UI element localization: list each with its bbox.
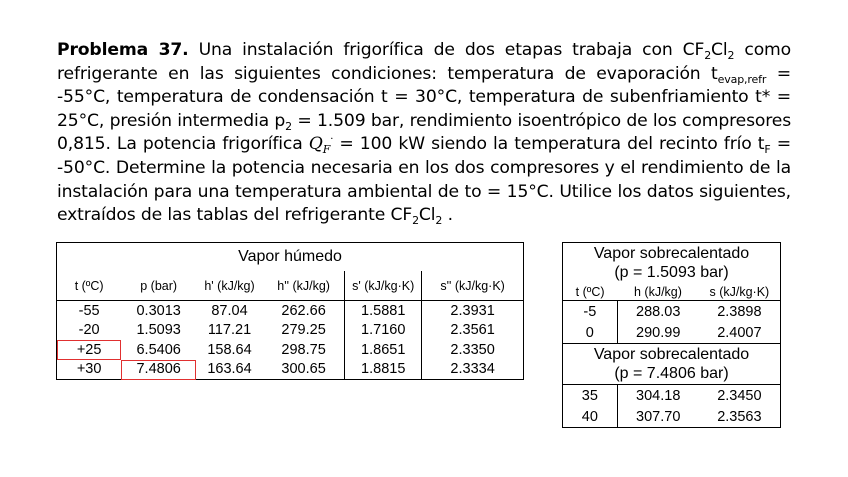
cell-s1: 1.8651 bbox=[345, 340, 422, 360]
table-row bbox=[563, 385, 781, 407]
table-row bbox=[563, 406, 781, 428]
col-header-h1: h' (kJ/kg) bbox=[196, 271, 263, 301]
cell-s: 2.3450 bbox=[717, 387, 762, 404]
table-row bbox=[57, 321, 524, 341]
cell-t: 35 bbox=[563, 385, 618, 407]
cell-s2: 2.3350 bbox=[450, 341, 495, 358]
problem-text: como refrigerante en las siguientes condiciones: temperatura de evaporación t bbox=[57, 40, 792, 84]
cell-p: 1.5093 bbox=[136, 322, 181, 339]
problem-text: = 100 kW siendo la temperatura del recinto frío t bbox=[333, 134, 765, 155]
problem-text: . bbox=[442, 205, 453, 226]
col-header-s2: s'' (kJ/kg·K) bbox=[422, 271, 524, 301]
cell-t: 40 bbox=[563, 406, 618, 428]
table-row bbox=[57, 340, 524, 360]
col-header-p: p (bar) bbox=[121, 271, 196, 301]
cell-s1: 1.7160 bbox=[345, 321, 422, 341]
cooling-power-symbol: $Q_F^\cdot$ bbox=[308, 134, 334, 157]
col-header-s: s (kJ/kg·K) bbox=[699, 283, 781, 301]
cell-h2: 279.25 bbox=[263, 321, 345, 341]
cell-h: 307.70 bbox=[636, 408, 681, 425]
problem-text: = 1.509 bar, rendimiento isoentrópico de los compresores 0,815. La potencia frigorífica bbox=[57, 110, 792, 155]
col-header-t: t (ºC) bbox=[563, 283, 618, 301]
cell-p: 0.3013 bbox=[136, 302, 181, 319]
cell-h1: 163.64 bbox=[207, 361, 252, 378]
cell-h2: 300.65 bbox=[263, 360, 345, 380]
cell-s: 2.3563 bbox=[717, 408, 762, 425]
col-header-h: h (kJ/kg) bbox=[617, 283, 699, 301]
problem-text: Cl bbox=[418, 205, 436, 226]
cell-t: -55 bbox=[78, 302, 100, 319]
col-header-h2: h'' (kJ/kg) bbox=[263, 271, 345, 301]
cell-s2: 2.3334 bbox=[450, 361, 495, 378]
cell-s2: 2.3931 bbox=[450, 302, 495, 319]
cell-h: 290.99 bbox=[636, 324, 681, 341]
superheated-title-2: Vapor sobrecalentado (p = 7.4806 bar) bbox=[563, 344, 781, 385]
cell-t-highlighted: +25 bbox=[57, 340, 122, 360]
subscript: F bbox=[764, 143, 771, 157]
cell-s1: 1.8815 bbox=[345, 360, 422, 380]
subscript: 2 bbox=[435, 214, 443, 228]
cell-t: 0 bbox=[563, 322, 618, 344]
cell-h1: 87.04 bbox=[211, 302, 248, 319]
problem-statement bbox=[57, 39, 791, 228]
problem-text: = -50°C. Determine la potencia necesaria en los dos compresores y el rendimiento de la instalación para una temperatura ambiental de to = 15°C. Utilice los datos siguientes, extraídos de las tablas del refrigerante CF bbox=[57, 134, 791, 226]
col-header-s1: s' (kJ/kg·K) bbox=[345, 271, 422, 301]
cell-p: 6.5406 bbox=[136, 341, 181, 358]
subscript: evap,refr bbox=[717, 72, 767, 86]
problem-text: Una instalación frigorífica de dos etapas trabaja con CF bbox=[188, 40, 705, 60]
cell-h1: 158.64 bbox=[207, 341, 252, 358]
subscript: 2 bbox=[412, 214, 419, 228]
cell-s1: 1.5881 bbox=[345, 301, 422, 321]
subscript: 2 bbox=[285, 119, 292, 133]
problem-text: Cl bbox=[711, 40, 728, 60]
table-row bbox=[57, 360, 524, 380]
cell-h: 304.18 bbox=[636, 387, 681, 404]
table-row bbox=[563, 322, 781, 344]
table-row bbox=[57, 301, 524, 321]
problem-label: Problema 37. bbox=[57, 40, 189, 60]
cell-t: -5 bbox=[563, 301, 618, 323]
col-header-t: t (ºC) bbox=[57, 271, 122, 301]
cell-p-highlighted: 7.4806 bbox=[121, 360, 196, 380]
cell-t: +30 bbox=[76, 361, 102, 378]
cell-t: -20 bbox=[78, 322, 100, 339]
table-row bbox=[563, 301, 781, 323]
cell-h2: 262.66 bbox=[263, 301, 345, 321]
cell-s2: 2.3561 bbox=[450, 322, 495, 339]
problem-text: = -55°C, temperatura de condensación t = 30°C, temperatura de subenfriamiento t* = 25°C, presión intermedia p bbox=[57, 63, 791, 131]
cell-s: 2.4007 bbox=[717, 324, 762, 341]
cell-h2: 298.75 bbox=[263, 340, 345, 360]
superheated-vapor-table bbox=[562, 242, 781, 428]
subscript: 2 bbox=[727, 49, 735, 62]
cell-h1: 117.21 bbox=[207, 322, 252, 339]
wet-table-title: Vapor húmedo bbox=[238, 248, 342, 265]
subscript: 2 bbox=[704, 49, 712, 62]
superheated-title-1: Vapor sobrecalentado (p = 1.5093 bar) bbox=[593, 245, 750, 281]
cell-h: 288.03 bbox=[636, 303, 681, 320]
wet-vapor-table bbox=[56, 242, 524, 380]
cell-s: 2.3898 bbox=[717, 303, 762, 320]
